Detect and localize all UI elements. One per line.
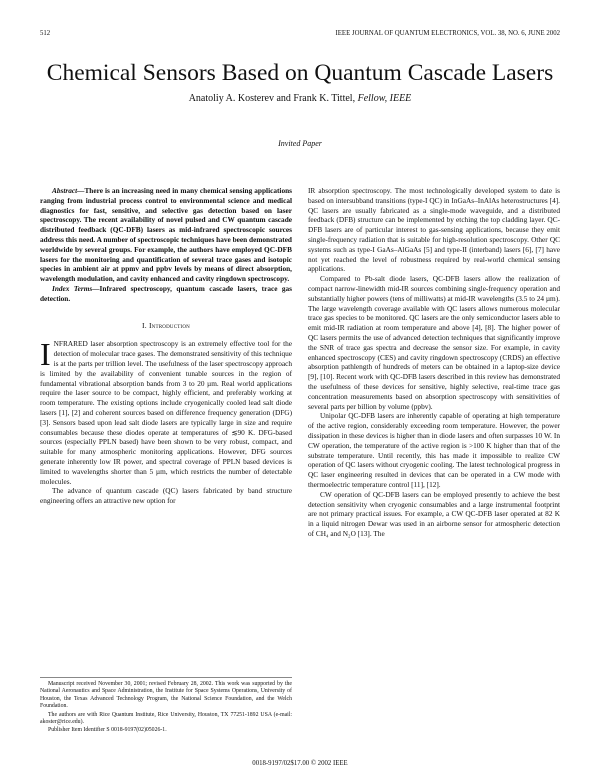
left-column [40,186,292,506]
author-names: Anatoliy A. Kosterev and Frank K. Tittel, [188,93,358,104]
page-number: 512 [40,30,51,37]
right-column [308,186,560,539]
right-paragraph-4: CW operation of QC-DFB lasers can be employed presently to achieve the best detection sensitivity when cryogenic consumables and a large instrumental footprint are not primary practical issues. For example, a CW QC-DFB laser operated at 82 K in a liquid nitrogen Dewar was used in an airborne sensor for atmospheric detection of CH₄ and N₂O [13]. The [308,489,560,538]
index-terms-text: Infrared spectroscopy, quantum cascade lasers, trace gas detection. [40,283,293,303]
abstract [40,186,292,284]
footnote-affiliation: The authors are with Rice Quantum Institute, Rice University, Houston, TX 77251-1892 USA (e-mail: akoster@rice.edu). [40,711,292,726]
right-paragraph-1: IR absorption spectroscopy. The most technologically developed system to date is based on intersubband transitions (type-I QC) in InGaAs–InAlAs heterostructures [4]. QC lasers are usually fabricated as a single-mode waveguide, and a distributed feedback (DFB) structure can be implemented by etching the top cladding layer. QC-DFB lasers are of particular interest to gas-sensing applications, because they emit single-frequency radiation that is suitable for high-resolution spectroscopy. Other QC systems such as type-I GaAs–AlGaAs [5] and type-II (interband) lasers [6], [7] have not yet reached the level of robustness required by real-world chemical sensing applications. [308,186,560,274]
index-terms [40,284,292,304]
lead-caps: NFRARED [53,339,88,349]
author-fellow: Fellow, IEEE [357,93,412,104]
right-paragraph-2: Compared to Pb-salt diode lasers, QC-DFB lasers allow the realization of compact narrow-linewidth mid-IR sources combining single-frequency operation and substantially higher powers (tens of milliwatts) at mid-IR wavelengths (3.5 to 24 µm). The large wavelength coverage available with QC lasers allows numerous molecular trace gas species to be monitored. QC lasers are the only semiconductor lasers able to emit mid-IR radiation at room temperature and above [4], [8]. The higher power of QC lasers permits the use of advanced detection techniques that significantly improve the SNR of trace gas spectra and decrease the sensor size. For example, in cavity enhanced spectroscopy (CES) and cavity ringdown spectroscopy (CRDS) an effective absorption pathlength of hundreds of meters can be obtained in a laptop-size device [9], [10]. Recent work with QC-DFB lasers described in this review has demonstrated the usefulness of these devices for sensitive, highly selective, real-time trace gas concentration measurements based on absorption spectroscopy with sensitivities of several parts per billion by volume (ppbv). [308,274,560,411]
footnote-manuscript: Manuscript received November 30, 2001; revised February 28, 2002. This work was supported by the National Aeronautics and Space Administration, the Institute for Space Systems Operations, University of Houston, the Texas Advanced Technology Program, the National Science Foundation, and the Welch Foundation. [40,681,292,710]
intro-paragraph-1 [40,336,292,486]
copyright-footer: 0018-9197/02$17.00 © 2002 IEEE [252,760,348,767]
drop-cap: I [40,336,51,373]
paper-title: Chemical Sensors Based on Quantum Cascade Lasers [46,60,554,86]
right-paragraph-3: Unipolar QC-DFB lasers are inherently capable of operating at high temperature of the active region, considerably exceeding room temperature. However, the power dissipation in these devices is higher than in diode lasers and often surpasses 10 W. In CW operation, the temperature of the active region is >100 K higher than that of the substrate temperature. Until recently, this has made it impossible to realize CW operation of QC lasers without cryogenic cooling. The latest technological progress in QC laser engineering resulted in devices that can be operated in a CW mode with thermoelectric temperature control [11], [12]. [308,411,560,489]
section-heading-introduction: I. Introduction [142,320,190,330]
intro-paragraph-1-text: laser absorption spectroscopy is an extremely effective tool for the detection of molecular trace gases. The demonstrated sensitivity of this technique is at the parts per trillion level. The usefulness of the laser spectroscopy approach is limited by the availability of convenient tunable sources in the region of fundamental vibrational absorption bands from 3 to 20 µm. Real world applications require the laser source to be compact, highly efficient, and preferably working at room temperature. The existing options include cryogenically cooled lead salt diode lasers [1], [2] and coherent sources based on difference frequency generation (DFG) [3]. Sensors based upon lead salt diode lasers are typically large in size and require consumables because these diodes operate at temperatures of ≲90 K. DFG-based sources (especially PPLN based) have been shown to be very robust, compact, and suitable for many atmospheric monitoring applications. However, DFG sources generate inherently low IR power, and spectral coverage of PPLN based devices is limited to wavelengths shorter than 5 µm, which restricts the number of detectable molecules. [40,339,292,486]
index-terms-label: Index Terms— [52,283,100,293]
invited-paper-label: Invited Paper [278,139,322,148]
journal-header: IEEE JOURNAL OF QUANTUM ELECTRONICS, VOL. 38, NO. 6, JUNE 2002 [335,30,560,37]
footnote [40,677,292,736]
footnote-identifier: Publisher Item Identifier S 0018-9197(02)05026-1. [48,727,167,734]
author-line [0,93,600,104]
abstract-text: There is an increasing need in many chemical sensing applications ranging from industrial process control to environmental science and medical diagnostics for fast, sensitive, and selective gas detection based on laser spectroscopy. The recent availability of novel pulsed and CW quantum cascade distributed feedback (QC-DFB) lasers as mid-infrared spectroscopic sources address this need. A number of spectroscopic techniques have been demonstrated worldwide by several groups. For example, the authors have employed QC-DFB lasers for the monitoring and quantification of several trace gases and isotopic species in ambient air at ppmv and ppbv levels by means of direct absorption, wavelength modulation, and cavity enhanced and cavity ringdown spectroscopy. [40,186,292,284]
intro-paragraph-2: The advance of quantum cascade (QC) lasers fabricated by band structure engineering offers an attractive new option for [40,486,292,506]
abstract-label: Abstract— [52,186,85,195]
